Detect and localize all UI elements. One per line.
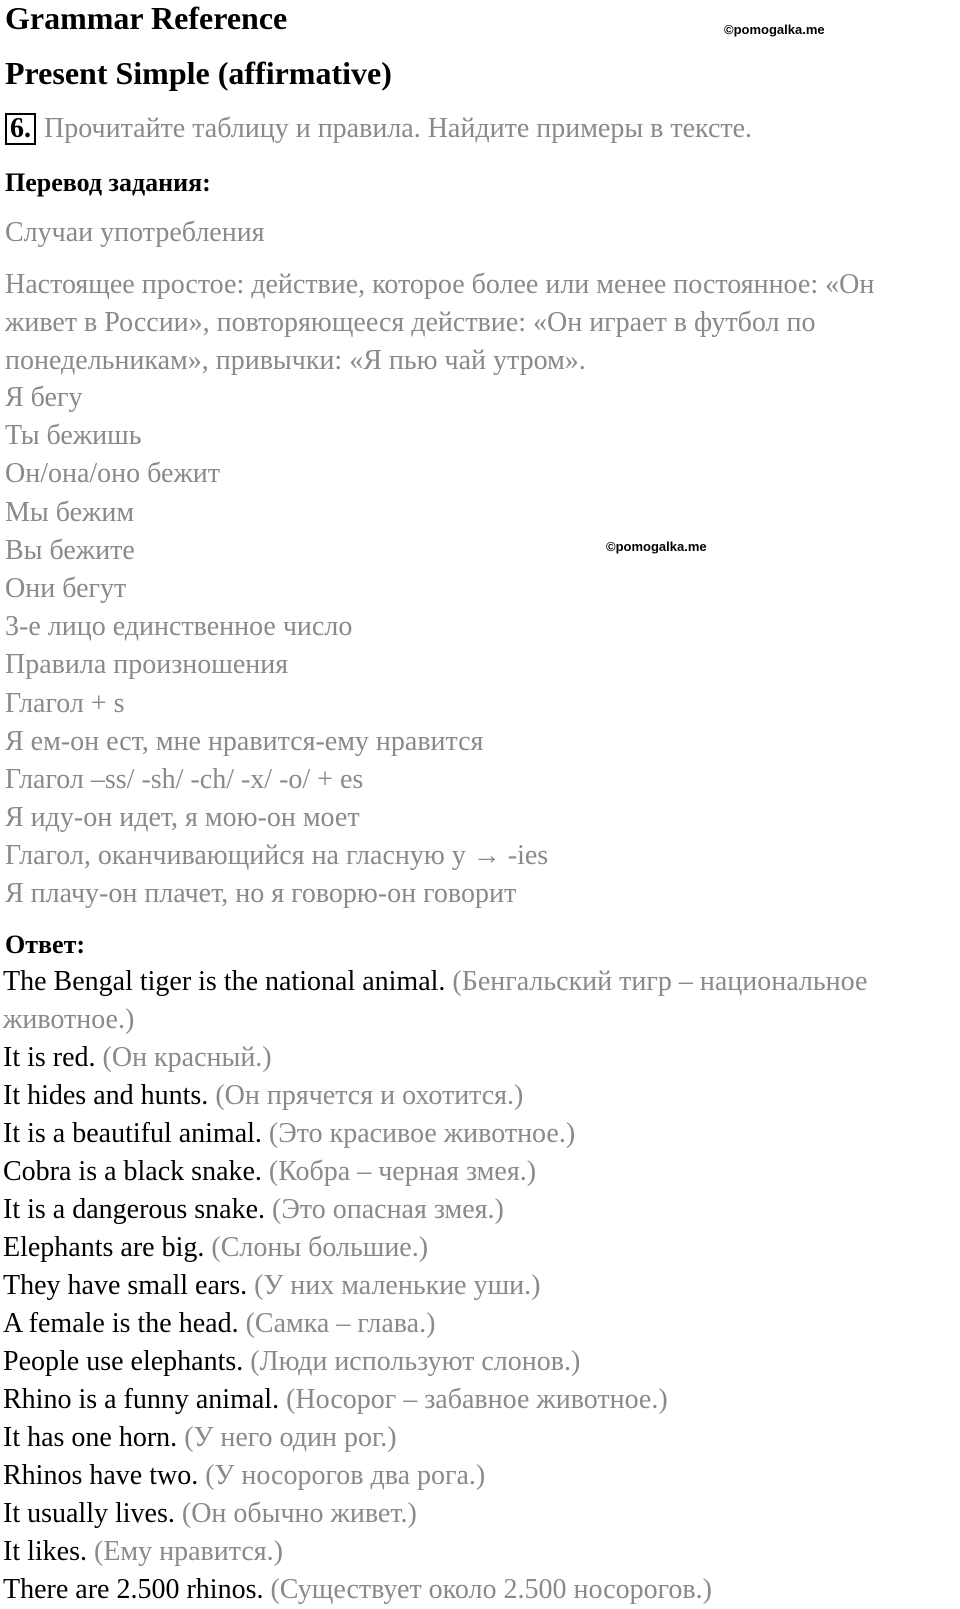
answer-row xyxy=(3,1039,953,1077)
answer-translation: (Слоны большие.) xyxy=(211,1232,429,1263)
answer-row xyxy=(3,1533,953,1571)
answer-translation: (Он обычно живет.) xyxy=(181,1498,417,1529)
answer-row xyxy=(3,1267,953,1305)
list-item: Я ем-он ест, мне нравится-ему нравится xyxy=(5,725,484,757)
answer-english: It is a beautiful animal. xyxy=(3,1118,262,1149)
list-item: Я плачу-он плачет, но я говорю-он говорит xyxy=(5,878,517,910)
usage-text: Настоящее простое: действие, которое более или менее постоянное: «Он живет в России», повторяющееся действие: «Он играет в футбол по понедельникам», привычки: «Я пью чай утром». xyxy=(5,269,875,376)
answer-list xyxy=(3,963,953,1609)
answer-row xyxy=(3,1229,953,1267)
answer-translation: (Ему нравится.) xyxy=(94,1536,283,1567)
answer-english: The Bengal tiger is the national animal. xyxy=(3,966,446,997)
answer-translation: (Это опасная змея.) xyxy=(272,1194,504,1225)
list-item: Вы бежите xyxy=(5,534,135,566)
answer-translation: (У них маленькие уши.) xyxy=(254,1270,541,1301)
answer-row xyxy=(3,1571,953,1609)
page-subtitle: Present Simple (affirmative) xyxy=(5,55,392,91)
list-item: Глагол –ss/ -sh/ -ch/ -x/ -o/ + es xyxy=(5,763,364,795)
answer-row xyxy=(3,1381,953,1419)
answer-row xyxy=(3,1495,953,1533)
answer-english: It has one horn. xyxy=(3,1422,178,1453)
list-item: Мы бежим xyxy=(5,496,135,528)
answer-translation: (Люди используют слонов.) xyxy=(250,1346,581,1377)
answer-row xyxy=(3,1457,953,1495)
list-item: Глагол + s xyxy=(5,687,125,719)
answer-heading: Ответ: xyxy=(5,930,86,959)
watermark: ©pomogalka.me xyxy=(606,539,707,554)
conjugation-list xyxy=(5,379,548,914)
answer-row xyxy=(3,1305,953,1343)
usage-title: Случаи употребления xyxy=(5,217,265,248)
answer-row xyxy=(3,963,953,1039)
answer-row xyxy=(3,1115,953,1153)
answer-english: Rhinos have two. xyxy=(3,1460,199,1491)
answer-english: A female is the head. xyxy=(3,1308,239,1339)
answer-english: Rhino is a funny animal. xyxy=(3,1384,280,1415)
list-item: Правила произношения xyxy=(5,649,289,681)
answer-english: Elephants are big. xyxy=(3,1232,205,1263)
list-item: Я иду-он идет, я мою-он моет xyxy=(5,802,360,834)
answer-row xyxy=(3,1153,953,1191)
answer-english: It likes. xyxy=(3,1536,87,1567)
list-item: Я бегу xyxy=(5,382,83,413)
page-title: Grammar Reference xyxy=(5,0,288,36)
answer-translation: (Он прячется и охотится.) xyxy=(215,1080,524,1111)
answer-english: It hides and hunts. xyxy=(3,1080,209,1111)
answer-english: It is red. xyxy=(3,1042,96,1073)
task-line xyxy=(5,112,752,146)
answer-english: It is a dangerous snake. xyxy=(3,1194,266,1225)
answer-english: It usually lives. xyxy=(3,1498,175,1529)
answer-english: There are 2.500 rhinos. xyxy=(3,1574,264,1605)
answer-english: They have small ears. xyxy=(3,1270,248,1301)
watermark: ©pomogalka.me xyxy=(724,22,825,37)
answer-translation: (Носорог – забавное животное.) xyxy=(286,1384,668,1415)
answer-translation: (Кобра – черная змея.) xyxy=(268,1156,537,1187)
answer-translation: (Это красивое животное.) xyxy=(268,1118,576,1149)
answer-translation: (У него один рог.) xyxy=(184,1422,397,1453)
task-number-badge: 6. xyxy=(5,113,36,145)
answer-translation: (Бенгальский тигр – национальное животное.) xyxy=(3,966,868,1035)
list-item: Ты бежишь xyxy=(5,420,142,452)
answer-row xyxy=(3,1343,953,1381)
task-text: Прочитайте таблицу и правила. Найдите примеры в тексте. xyxy=(44,113,753,144)
answer-english: People use elephants. xyxy=(3,1346,244,1377)
answer-row xyxy=(3,1191,953,1229)
answer-row xyxy=(3,1419,953,1457)
list-item: Они бегут xyxy=(5,572,127,604)
list-item: Глагол, оканчивающийся на гласную y → -ies xyxy=(5,840,549,872)
answer-translation: (У носорогов два рога.) xyxy=(205,1460,486,1491)
answer-row xyxy=(3,1077,953,1115)
list-item: 3-е лицо единственное число xyxy=(5,611,353,643)
answer-translation: (Существует около 2.500 носорогов.) xyxy=(270,1574,712,1605)
list-item: Он/она/оно бежит xyxy=(5,458,221,490)
translation-heading: Перевод задания: xyxy=(5,168,211,197)
answer-english: Cobra is a black snake. xyxy=(3,1156,262,1187)
answer-translation: (Самка – глава.) xyxy=(245,1308,436,1339)
answer-translation: (Он красный.) xyxy=(102,1042,272,1073)
